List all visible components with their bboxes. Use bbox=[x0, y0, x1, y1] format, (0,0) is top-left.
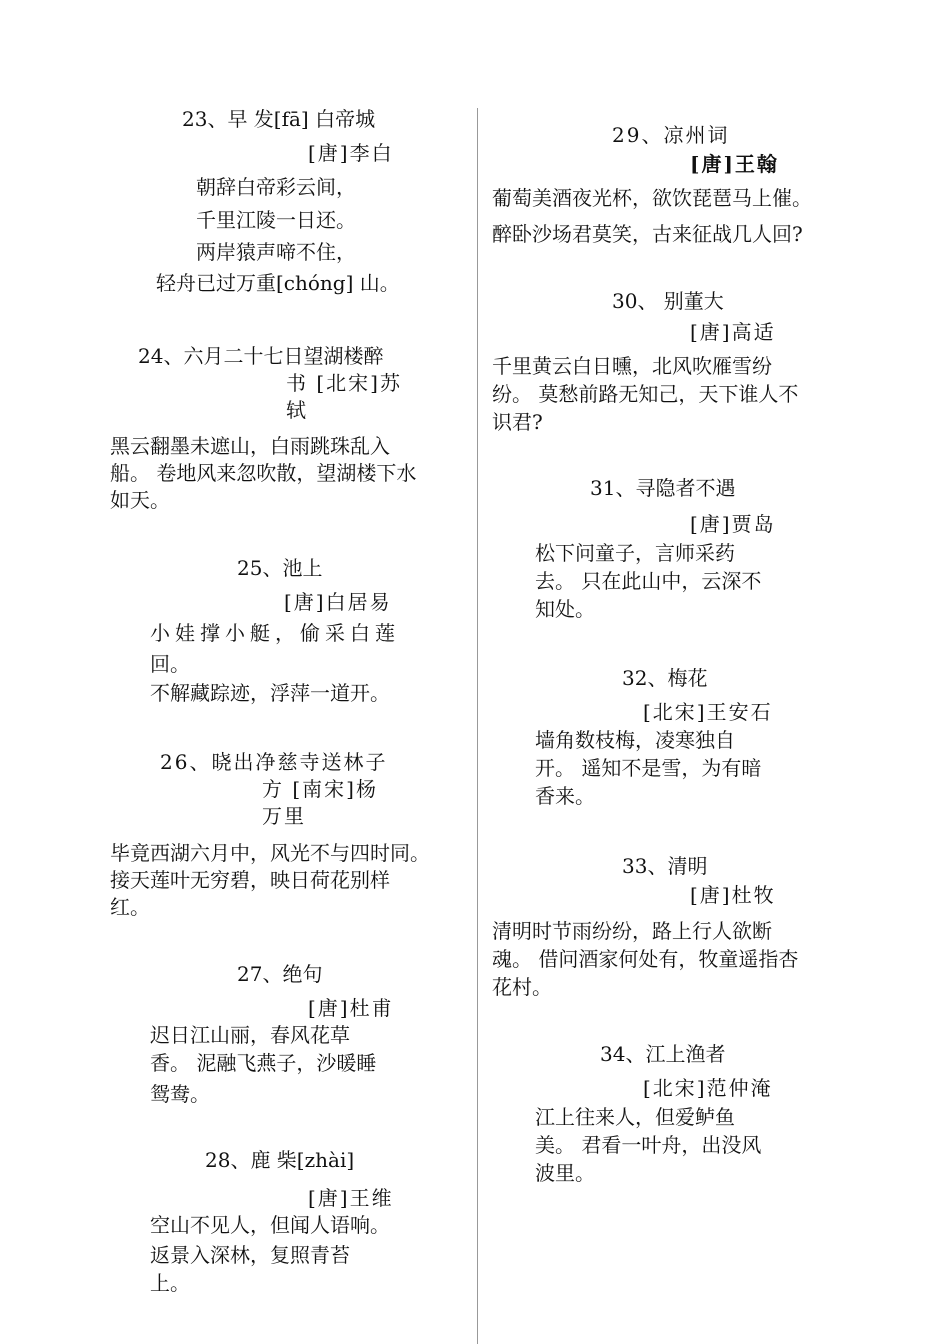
poem-line: 醉卧沙场君莫笑，古来征战几人回? bbox=[492, 222, 803, 246]
poem-line: 千里江陵一日还。 bbox=[196, 208, 356, 232]
poem-title: 23、早 发[fā] 白帝城 bbox=[182, 107, 376, 131]
poem-line: 轻舟已过万重[chóng] 山。 bbox=[156, 271, 400, 295]
poem-line: 香来。 bbox=[535, 784, 595, 808]
poem-title: 24、六月二十七日望湖楼醉 bbox=[138, 344, 384, 368]
poem-line: 黑云翻墨未遮山，白雨跳珠乱入 bbox=[110, 434, 390, 458]
poem-author: [唐]杜甫 bbox=[308, 996, 394, 1020]
poem-author: [唐]王翰 bbox=[690, 152, 779, 176]
poem-line: 松下问童子，言师采药 bbox=[535, 541, 735, 565]
poem-line: 知处。 bbox=[535, 597, 595, 621]
poem-line: 葡萄美酒夜光杯，欲饮琵琶马上催。 bbox=[492, 186, 812, 210]
poem-title: 29、凉州词 bbox=[612, 123, 730, 147]
poem-line: 如天。 bbox=[110, 488, 170, 512]
poem-author-cont: 万里 bbox=[262, 804, 306, 828]
poem-line: 返景入深林，复照青苔 bbox=[150, 1243, 350, 1267]
poem-line: 迟日江山丽，春风花草 bbox=[150, 1023, 350, 1047]
poem-line: 千里黄云白日曛，北风吹雁雪纷 bbox=[492, 354, 772, 378]
poem-title: 31、寻隐者不遇 bbox=[590, 476, 736, 500]
poem-title: 30、 别董大 bbox=[612, 289, 724, 313]
poem-line: 花村。 bbox=[492, 975, 552, 999]
poem-line: 空山不见人，但闻人语响。 bbox=[150, 1213, 390, 1237]
poem-line: 接天莲叶无穷碧，映日荷花别样 bbox=[110, 868, 390, 892]
poem-author: [唐]杜牧 bbox=[690, 883, 776, 907]
poem-author: 书 [北宋]苏 bbox=[286, 371, 402, 395]
poem-line: 朝辞白帝彩云间， bbox=[196, 175, 356, 199]
poem-line: 魂。 借问酒家何处有，牧童遥指杏 bbox=[492, 947, 799, 971]
poem-line: 红。 bbox=[110, 895, 150, 919]
poem-title: 27、绝句 bbox=[237, 962, 323, 986]
poem-title: 26、晓出净慈寺送林子 bbox=[160, 750, 388, 774]
poem-author: [唐]李白 bbox=[308, 141, 394, 165]
poem-author: [北宋]王安石 bbox=[643, 700, 773, 724]
poem-line: 波里。 bbox=[535, 1161, 595, 1185]
poem-title: 34、江上渔者 bbox=[600, 1042, 726, 1066]
poem-line: 清明时节雨纷纷，路上行人欲断 bbox=[492, 919, 772, 943]
poem-line: 开。 遥知不是雪，为有暗 bbox=[535, 756, 762, 780]
poem-line: 美。 君看一叶舟，出没风 bbox=[535, 1133, 762, 1157]
poem-author: 方 [南宋]杨 bbox=[262, 777, 378, 801]
poem-title: 33、清明 bbox=[622, 854, 708, 878]
poem-author: [唐]王维 bbox=[308, 1186, 394, 1210]
poem-line: 上。 bbox=[150, 1271, 190, 1295]
poem-line: 回。 bbox=[150, 652, 190, 676]
column-divider bbox=[477, 108, 478, 1344]
poem-line: 江上往来人，但爱鲈鱼 bbox=[535, 1105, 735, 1129]
poem-author: [唐]贾岛 bbox=[690, 512, 776, 536]
poem-title: 32、梅花 bbox=[622, 666, 708, 690]
poem-line: 毕竟西湖六月中，风光不与四时同。 bbox=[110, 841, 430, 865]
poem-author: [唐]白居易 bbox=[284, 590, 392, 614]
poem-line: 墙角数枝梅，凌寒独自 bbox=[535, 728, 735, 752]
poem-line: 两岸猿声啼不住， bbox=[196, 240, 356, 264]
poem-line: 船。 卷地风来忽吹散，望湖楼下水 bbox=[110, 461, 417, 485]
poem-title: 28、鹿 柴[zhài] bbox=[205, 1148, 355, 1172]
poem-line: 鸳鸯。 bbox=[150, 1082, 210, 1106]
poem-line: 小娃撑小艇，偷采白莲 bbox=[150, 621, 400, 645]
poem-line: 识君? bbox=[492, 410, 543, 434]
poem-line: 去。 只在此山中，云深不 bbox=[535, 569, 762, 593]
poem-line: 香。 泥融飞燕子，沙暖睡 bbox=[150, 1051, 377, 1075]
poem-title: 25、池上 bbox=[237, 556, 323, 580]
poem-author-cont: 轼 bbox=[286, 398, 308, 422]
poem-author: [唐]高适 bbox=[690, 320, 776, 344]
poem-line: 纷。 莫愁前路无知己，天下谁人不 bbox=[492, 382, 799, 406]
poem-author: [北宋]范仲淹 bbox=[643, 1076, 773, 1100]
poem-line: 不解藏踪迹，浮萍一道开。 bbox=[150, 681, 390, 705]
